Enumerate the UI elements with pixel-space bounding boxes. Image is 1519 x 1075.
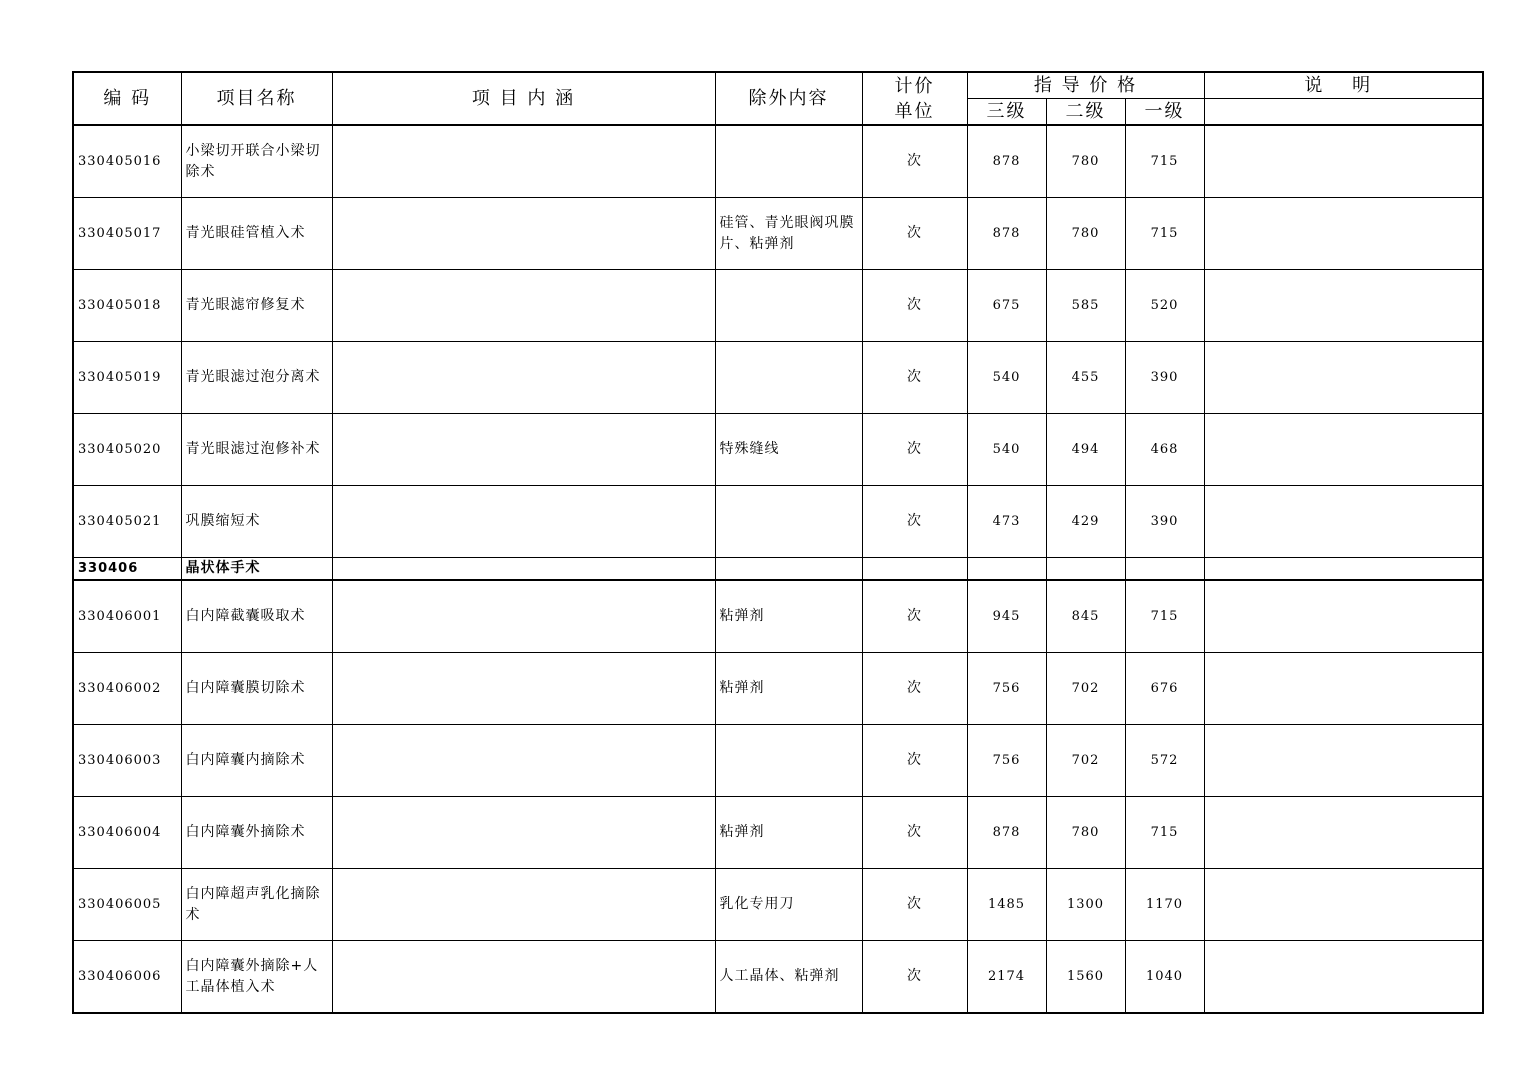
item-name-cell: 白内障超声乳化摘除术 bbox=[181, 869, 332, 941]
section-code: 330406 bbox=[73, 558, 181, 581]
content-cell bbox=[332, 797, 715, 869]
exclusions-cell bbox=[715, 125, 862, 198]
section-row bbox=[73, 558, 1483, 581]
price-level3-cell: 473 bbox=[967, 486, 1046, 558]
price-level1-cell: 390 bbox=[1125, 486, 1204, 558]
section-blank bbox=[1125, 558, 1204, 581]
table-row bbox=[73, 869, 1483, 941]
unit-cell: 次 bbox=[862, 797, 967, 869]
content-cell bbox=[332, 270, 715, 342]
item-name-cell: 白内障囊内摘除术 bbox=[181, 725, 332, 797]
section-blank bbox=[967, 558, 1046, 581]
table-row bbox=[73, 797, 1483, 869]
exclusions-cell: 人工晶体、粘弹剂 bbox=[715, 941, 862, 1014]
table-row bbox=[73, 725, 1483, 797]
content-cell bbox=[332, 653, 715, 725]
content-cell bbox=[332, 125, 715, 198]
code-cell: 330405020 bbox=[73, 414, 181, 486]
note-cell bbox=[1204, 198, 1483, 270]
exclusions-cell: 粘弹剂 bbox=[715, 653, 862, 725]
code-cell: 330405016 bbox=[73, 125, 181, 198]
note-cell bbox=[1204, 941, 1483, 1014]
note-cell bbox=[1204, 580, 1483, 653]
exclusions-cell: 粘弹剂 bbox=[715, 580, 862, 653]
unit-cell: 次 bbox=[862, 125, 967, 198]
price-level3-cell: 540 bbox=[967, 414, 1046, 486]
exclusions-cell bbox=[715, 725, 862, 797]
note-cell bbox=[1204, 270, 1483, 342]
table-row bbox=[73, 198, 1483, 270]
unit-cell: 次 bbox=[862, 342, 967, 414]
item-name-cell: 白内障囊外摘除术 bbox=[181, 797, 332, 869]
exclusions-cell: 粘弹剂 bbox=[715, 797, 862, 869]
price-level1-cell: 1170 bbox=[1125, 869, 1204, 941]
table-row bbox=[73, 653, 1483, 725]
table-row bbox=[73, 414, 1483, 486]
header-content: 项 目 内 涵 bbox=[332, 72, 715, 125]
unit-cell: 次 bbox=[862, 869, 967, 941]
unit-cell: 次 bbox=[862, 941, 967, 1014]
item-name-cell: 白内障截囊吸取术 bbox=[181, 580, 332, 653]
price-level2-cell: 780 bbox=[1046, 198, 1125, 270]
exclusions-cell bbox=[715, 486, 862, 558]
price-level3-cell: 2174 bbox=[967, 941, 1046, 1014]
price-level2-cell: 845 bbox=[1046, 580, 1125, 653]
exclusions-cell bbox=[715, 342, 862, 414]
content-cell bbox=[332, 486, 715, 558]
item-name-cell: 小梁切开联合小梁切除术 bbox=[181, 125, 332, 198]
price-level1-cell: 520 bbox=[1125, 270, 1204, 342]
price-level1-cell: 676 bbox=[1125, 653, 1204, 725]
price-level3-cell: 1485 bbox=[967, 869, 1046, 941]
table-row bbox=[73, 125, 1483, 198]
header-exclusions: 除外内容 bbox=[715, 72, 862, 125]
unit-cell: 次 bbox=[862, 653, 967, 725]
rows-after bbox=[73, 580, 1483, 1013]
rows-before bbox=[73, 125, 1483, 558]
item-name-cell: 青光眼滤过泡修补术 bbox=[181, 414, 332, 486]
content-cell bbox=[332, 580, 715, 653]
code-cell: 330405017 bbox=[73, 198, 181, 270]
header-level2: 二级 bbox=[1046, 99, 1125, 126]
code-cell: 330406002 bbox=[73, 653, 181, 725]
price-level2-cell: 494 bbox=[1046, 414, 1125, 486]
price-level2-cell: 455 bbox=[1046, 342, 1125, 414]
note-cell bbox=[1204, 125, 1483, 198]
note-cell bbox=[1204, 869, 1483, 941]
exclusions-cell: 硅管、青光眼阀巩膜片、粘弹剂 bbox=[715, 198, 862, 270]
price-level1-cell: 715 bbox=[1125, 797, 1204, 869]
header-unit: 计价单位 bbox=[862, 72, 967, 125]
content-cell bbox=[332, 342, 715, 414]
price-level3-cell: 878 bbox=[967, 797, 1046, 869]
note-cell bbox=[1204, 342, 1483, 414]
section-blank bbox=[1204, 558, 1483, 581]
price-level2-cell: 702 bbox=[1046, 725, 1125, 797]
code-cell: 330405021 bbox=[73, 486, 181, 558]
price-level1-cell: 390 bbox=[1125, 342, 1204, 414]
unit-cell: 次 bbox=[862, 198, 967, 270]
header-code: 编 码 bbox=[73, 72, 181, 125]
note-cell bbox=[1204, 653, 1483, 725]
code-cell: 330406003 bbox=[73, 725, 181, 797]
price-level3-cell: 878 bbox=[967, 198, 1046, 270]
note-cell bbox=[1204, 725, 1483, 797]
header-name: 项目名称 bbox=[181, 72, 332, 125]
item-name-cell: 巩膜缩短术 bbox=[181, 486, 332, 558]
content-cell bbox=[332, 198, 715, 270]
unit-cell: 次 bbox=[862, 486, 967, 558]
price-level1-cell: 1040 bbox=[1125, 941, 1204, 1014]
unit-cell: 次 bbox=[862, 270, 967, 342]
table-row bbox=[73, 580, 1483, 653]
unit-cell: 次 bbox=[862, 725, 967, 797]
item-name-cell: 青光眼硅管植入术 bbox=[181, 198, 332, 270]
content-cell bbox=[332, 941, 715, 1014]
note-cell bbox=[1204, 797, 1483, 869]
price-level2-cell: 585 bbox=[1046, 270, 1125, 342]
price-level3-cell: 540 bbox=[967, 342, 1046, 414]
price-level2-cell: 429 bbox=[1046, 486, 1125, 558]
header-level3: 三级 bbox=[967, 99, 1046, 126]
item-name-cell: 青光眼滤帘修复术 bbox=[181, 270, 332, 342]
price-level3-cell: 675 bbox=[967, 270, 1046, 342]
header-level1: 一级 bbox=[1125, 99, 1204, 126]
header-note: 说 明 bbox=[1204, 72, 1483, 99]
section-blank bbox=[715, 558, 862, 581]
table-row bbox=[73, 486, 1483, 558]
code-cell: 330405018 bbox=[73, 270, 181, 342]
price-level2-cell: 702 bbox=[1046, 653, 1125, 725]
code-cell: 330405019 bbox=[73, 342, 181, 414]
price-level1-cell: 715 bbox=[1125, 125, 1204, 198]
price-level3-cell: 756 bbox=[967, 653, 1046, 725]
table-row bbox=[73, 941, 1483, 1014]
price-level2-cell: 780 bbox=[1046, 125, 1125, 198]
code-cell: 330406001 bbox=[73, 580, 181, 653]
item-name-cell: 青光眼滤过泡分离术 bbox=[181, 342, 332, 414]
header-price-group: 指 导 价 格 bbox=[967, 72, 1204, 99]
content-cell bbox=[332, 869, 715, 941]
code-cell: 330406005 bbox=[73, 869, 181, 941]
price-level3-cell: 878 bbox=[967, 125, 1046, 198]
price-level1-cell: 468 bbox=[1125, 414, 1204, 486]
exclusions-cell: 乳化专用刀 bbox=[715, 869, 862, 941]
price-level2-cell: 780 bbox=[1046, 797, 1125, 869]
item-name-cell: 白内障囊外摘除+人工晶体植入术 bbox=[181, 941, 332, 1014]
price-level1-cell: 572 bbox=[1125, 725, 1204, 797]
price-level2-cell: 1300 bbox=[1046, 869, 1125, 941]
header-note-blank bbox=[1204, 99, 1483, 126]
section-name: 晶状体手术 bbox=[181, 558, 332, 581]
content-cell bbox=[332, 725, 715, 797]
price-level1-cell: 715 bbox=[1125, 580, 1204, 653]
exclusions-cell bbox=[715, 270, 862, 342]
price-level1-cell: 715 bbox=[1125, 198, 1204, 270]
price-level2-cell: 1560 bbox=[1046, 941, 1125, 1014]
exclusions-cell: 特殊缝线 bbox=[715, 414, 862, 486]
price-level3-cell: 945 bbox=[967, 580, 1046, 653]
unit-cell: 次 bbox=[862, 414, 967, 486]
code-cell: 330406004 bbox=[73, 797, 181, 869]
content-cell bbox=[332, 414, 715, 486]
price-level3-cell: 756 bbox=[967, 725, 1046, 797]
note-cell bbox=[1204, 414, 1483, 486]
section-blank bbox=[862, 558, 967, 581]
table-row bbox=[73, 270, 1483, 342]
note-cell bbox=[1204, 486, 1483, 558]
table-row bbox=[73, 342, 1483, 414]
unit-cell: 次 bbox=[862, 580, 967, 653]
price-table bbox=[72, 71, 1484, 1014]
item-name-cell: 白内障囊膜切除术 bbox=[181, 653, 332, 725]
code-cell: 330406006 bbox=[73, 941, 181, 1014]
section-blank bbox=[332, 558, 715, 581]
section-blank bbox=[1046, 558, 1125, 581]
